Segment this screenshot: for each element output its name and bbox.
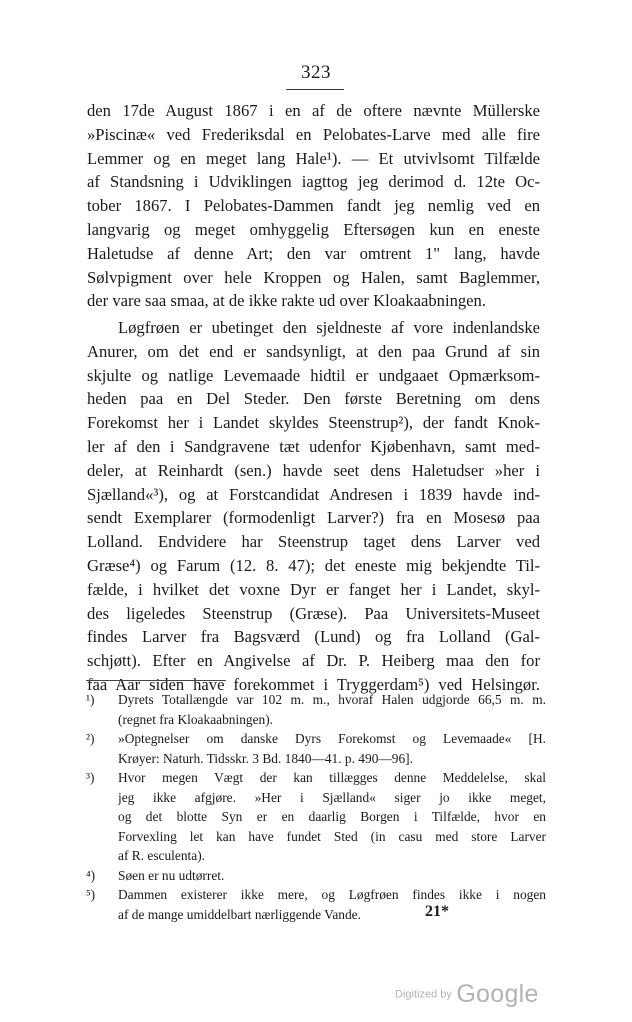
footnote-2 — [86, 729, 546, 768]
text-line: schjøtt). Efter en Angivelse af Dr. P. Heiberg maa den for — [87, 651, 540, 671]
text-line: fælde, i hvilket det voxne Dyr er fanget her i Landet, skyl- — [87, 579, 540, 599]
text-line: Sjælland«³), og at Forstcandidat Andresen i 1839 havde ind- — [87, 484, 540, 504]
footnote-4 — [86, 866, 546, 886]
footnote-line: Forvexling let kan have fundet Sted (in casu med store Larver — [118, 828, 546, 844]
footnote-line: Søen er nu udtørret. — [118, 867, 225, 883]
text-line: Græse⁴) og Farum (12. 8. 47); det eneste mig bekjendte Til- — [87, 555, 540, 575]
footnote-marker: ⁵) — [86, 887, 96, 902]
footnote-3 — [86, 768, 546, 866]
text-line: Sølvpigment over hele Kroppen og Halen, samt Baglemmer, — [87, 267, 540, 287]
text-line: Haletudse af denne Art; den var omtrent 1" lang, havde — [87, 243, 540, 263]
text-line: des ligeledes Steenstrup (Græse). Paa Universitets-Museet — [87, 603, 540, 623]
text-line: deler, at Reinhardt (sen.) havde seet dens Haletudser »her i — [87, 460, 540, 480]
footnote-line: (regnet fra Kloakaabningen). — [118, 711, 274, 727]
digitized-watermark — [395, 980, 539, 1009]
footnote-marker: ⁴) — [86, 867, 96, 883]
text-line: Anurer, om det end er sandsynligt, at den paa Grund af sin — [87, 341, 540, 361]
text-line: der vare saa smaa, at de ikke rakte ud over Kloakaabningen. — [87, 291, 486, 311]
text-line: den 17de August 1867 i en af de oftere nævnte Müllerske — [87, 101, 540, 120]
footnote-5 — [86, 885, 546, 924]
footnote-line: Hvor megen Vægt der kan tillægges denne Meddelelse, skal — [118, 770, 546, 785]
footnotes — [86, 690, 546, 924]
footnote-line: Dyrets Totallængde var 102 m. m., hvoraf Halen udgjorde 66,5 m. m. — [118, 692, 546, 707]
text-line: Lemmer og en meget lang Hale¹). — Et utvivlsomt Tilfælde — [87, 148, 540, 168]
footnote-line: og det blotte Syn er en daarlig Borgen i Tilfælde, hvor en — [118, 809, 546, 824]
footnote-line: Dammen existerer ikke mere, og Løgfrøen findes ikke i nogen — [118, 887, 546, 902]
footnote-marker: ³) — [86, 770, 95, 785]
signature-mark: 21* — [425, 903, 449, 920]
footnote-marker: ²) — [86, 731, 95, 746]
text-line: findes Larver fra Bagsværd (Lund) og fra Lolland (Gal- — [87, 627, 540, 647]
text-line: langvarig og meget omhyggelig Eftersøgen kun en eneste — [87, 219, 540, 239]
text-line: ler af den i Sandgravene tæt udenfor Kjøbenhavn, samt med- — [87, 436, 540, 456]
footnote-line: »Optegnelser om danske Dyrs Forekomst og Levemaade« [H. — [118, 731, 546, 746]
text-line: tober 1867. I Pelobates-Dammen fandt jeg nemlig ved en — [87, 196, 540, 216]
footnote-marker: ¹) — [86, 692, 95, 707]
footnote-line: af de mange umiddelbart nærliggende Vande. — [118, 906, 361, 922]
google-logo: Google — [456, 980, 539, 1008]
page-number: 323 — [301, 62, 331, 83]
paragraph-2 — [87, 316, 540, 697]
footnote-line: af R. esculenta). — [118, 848, 205, 863]
footnote-separator — [86, 680, 226, 681]
text-line: Lolland. Endvidere har Steenstrup taget dens Larver ved — [87, 532, 540, 552]
text-line: »Piscinæ« ved Frederiksdal en Pelobates-Larve med alle fire — [87, 124, 540, 144]
paragraph-1 — [87, 99, 540, 313]
text-line: skjulte og natlige Levemaade hidtil er undgaaet Opmærksom- — [87, 365, 540, 385]
text-line: Forekomst her i Landet skyldes Steenstrup²), der fandt Knok- — [87, 413, 540, 433]
footnote-1 — [86, 690, 546, 729]
watermark-prefix: Digitized by — [395, 988, 452, 1001]
page-number-rule — [286, 89, 344, 90]
text-line: faa Aar siden have forekommet i Tryggerdam⁵) ved Helsingør. — [87, 674, 540, 694]
text-line: Løgfrøen er ubetinget den sjeldneste af vore indenlandske — [118, 318, 540, 337]
footnote-line: jeg ikke afgjøre. »Her i Sjælland« siger jo ikke meget, — [118, 789, 546, 805]
footnote-line: Krøyer: Naturh. Tidsskr. 3 Bd. 1840—41. p. 490—96]. — [118, 750, 413, 766]
text-line: af Standsning i Udviklingen iagttog jeg derimod d. 12te Oc- — [87, 172, 540, 192]
text-line: heden paa en Del Steder. Den første Beretning om dens — [87, 389, 540, 409]
text-line: sendt Exemplarer (formodenligt Larver?) fra en Mosesø paa — [87, 508, 540, 528]
